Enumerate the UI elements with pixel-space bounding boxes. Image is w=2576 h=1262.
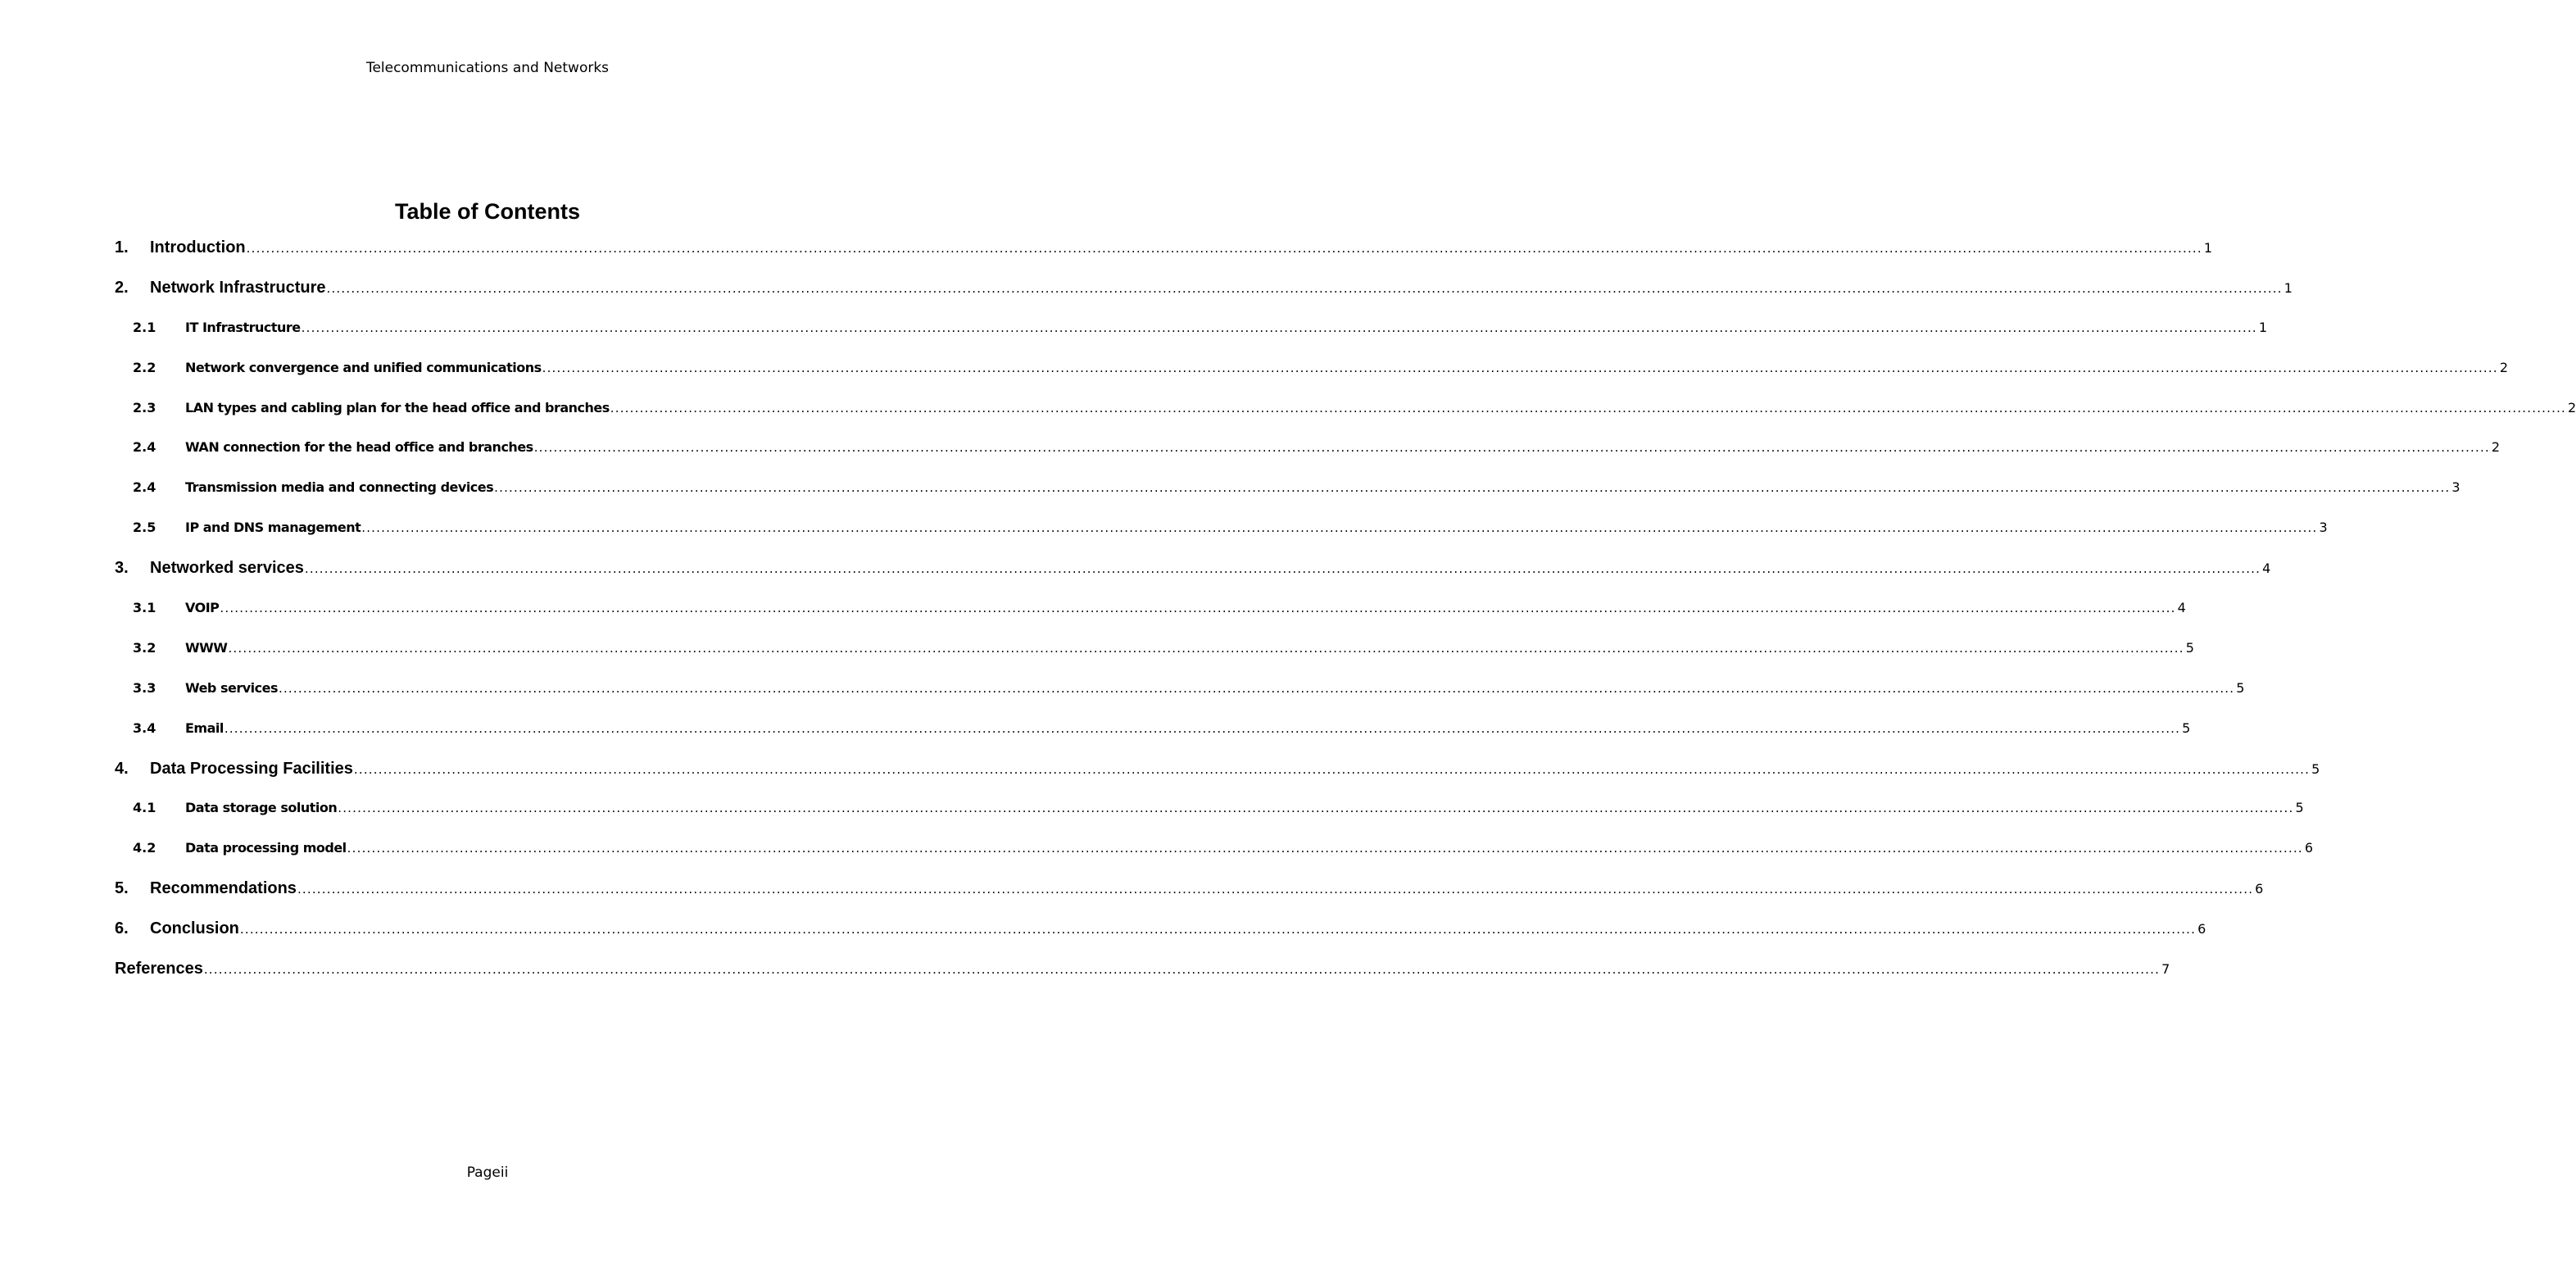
toc-entry-number: 3.1 [133,600,156,616]
toc-entry-page-number: 5 [2311,760,2320,777]
toc-entry[interactable] [115,594,2186,634]
toc-entry-title[interactable]: IT Infrastructure [185,319,301,335]
toc-entry[interactable] [115,955,2170,995]
toc-entry-title[interactable]: Transmission media and connecting devices [185,479,494,496]
toc-entry-number: 1. [115,238,129,256]
dot-leader: ................................................................................................................................................................................................................................................................................................................................................................................................................ [353,761,2311,777]
toc-entry[interactable] [115,834,2314,874]
toc-entry-number: 3.4 [133,720,156,736]
toc-entry-title[interactable]: WAN connection for the head office and branches [185,439,533,456]
toc-entry-page-number: 5 [2182,720,2191,736]
toc-entry-page-number: 7 [2161,961,2170,978]
toc-entry-number: 2.3 [133,399,156,415]
toc-entry-page-number: 4 [2262,561,2271,577]
toc-title: Table of Contents [395,199,580,224]
toc-entry[interactable] [115,474,2460,514]
dot-leader: ................................................................................................................................................................................................................................................................................................................................................................................................................ [304,561,2261,577]
toc-entry-page-number: 6 [2255,881,2264,897]
toc-entry-page-number: 2 [2491,439,2501,456]
toc-entry-page-number: 3 [2319,520,2328,536]
toc-entry[interactable] [115,354,2509,394]
toc-entry[interactable] [115,794,2304,834]
toc-entry-page-number: 6 [2304,840,2314,856]
table-of-contents [115,234,2576,995]
toc-entry-number: 2. [115,278,129,297]
dot-leader: ................................................................................................................................................................................................................................................................................................................................................................................................................ [533,440,2490,456]
toc-entry-number: 4. [115,759,129,778]
toc-entry-title[interactable]: IP and DNS management [185,520,361,536]
toc-entry-page-number: 4 [2177,600,2186,616]
toc-entry-number: 3. [115,559,129,578]
toc-entry-number: 2.1 [133,319,156,335]
dot-leader: ................................................................................................................................................................................................................................................................................................................................................................................................................ [326,280,2283,296]
toc-entry[interactable] [115,674,2245,715]
toc-entry-page-number: 1 [2283,279,2293,296]
toc-entry-page-number: 1 [2258,319,2268,335]
toc-entry-title[interactable]: Network Infrastructure [150,278,326,297]
page-header: Telecommunications and Networks [365,60,610,76]
toc-entry-title[interactable]: Network convergence and unified communications [185,359,542,375]
toc-entry-number: 3.2 [133,639,156,656]
dot-leader: ................................................................................................................................................................................................................................................................................................................................................................................................................ [220,601,2176,616]
toc-entry-page-number: 2 [2568,399,2576,415]
toc-entry-title[interactable]: LAN types and cabling plan for the head office and branches [185,399,610,415]
toc-entry-number: 2.4 [133,439,156,456]
toc-entry-number: 2.5 [133,520,156,536]
toc-entry[interactable] [115,514,2328,554]
toc-entry-number: 4.2 [133,840,156,856]
toc-entry-title[interactable]: References [115,960,203,978]
dot-leader: ................................................................................................................................................................................................................................................................................................................................................................................................................ [610,400,2567,415]
dot-leader: ................................................................................................................................................................................................................................................................................................................................................................................................................ [246,241,2202,256]
toc-entry-page-number: 5 [2295,800,2304,816]
dot-leader: ................................................................................................................................................................................................................................................................................................................................................................................................................ [297,882,2254,897]
dot-leader: ................................................................................................................................................................................................................................................................................................................................................................................................................ [494,480,2451,496]
toc-entry-title[interactable]: Conclusion [150,919,239,938]
toc-entry-number: 2.4 [133,479,156,496]
toc-entry[interactable] [115,634,2194,674]
toc-entry-page-number: 5 [2236,679,2245,696]
toc-entry-number: 5. [115,879,129,898]
toc-entry-page-number: 6 [2197,921,2206,937]
toc-entry-title[interactable]: Data storage solution [185,800,338,816]
toc-entry-title[interactable]: VOIP [185,600,220,616]
toc-entry-number: 3.3 [133,679,156,696]
toc-entry-title[interactable]: Networked services [150,559,304,578]
toc-entry[interactable] [115,874,2264,915]
toc-entry[interactable] [115,554,2271,594]
toc-entry[interactable] [115,915,2206,955]
toc-entry-title[interactable]: Introduction [150,238,246,256]
toc-entry[interactable] [115,434,2501,474]
toc-entry[interactable] [115,274,2293,314]
toc-entry-page-number: 1 [2203,240,2213,256]
dot-leader: ................................................................................................................................................................................................................................................................................................................................................................................................................ [542,360,2498,375]
toc-entry-number: 2.2 [133,359,156,375]
toc-entry-title[interactable]: WWW [185,639,228,656]
dot-leader: ................................................................................................................................................................................................................................................................................................................................................................................................................ [279,680,2235,696]
toc-entry-page-number: 5 [2185,639,2194,656]
dot-leader: ................................................................................................................................................................................................................................................................................................................................................................................................................ [224,720,2181,736]
toc-entry-page-number: 3 [2451,479,2460,496]
toc-entry[interactable] [115,394,2576,434]
toc-entry[interactable] [115,234,2213,274]
toc-entry[interactable] [115,755,2320,795]
toc-entry-title[interactable]: Data Processing Facilities [150,759,353,778]
dot-leader: ................................................................................................................................................................................................................................................................................................................................................................................................................ [301,320,2257,335]
dot-leader: ................................................................................................................................................................................................................................................................................................................................................................................................................ [203,962,2161,978]
dot-leader: ................................................................................................................................................................................................................................................................................................................................................................................................................ [338,801,2294,816]
toc-entry-title[interactable]: Data processing model [185,840,347,856]
toc-entry-title[interactable]: Web services [185,679,278,696]
toc-entry-page-number: 2 [2499,359,2509,375]
dot-leader: ................................................................................................................................................................................................................................................................................................................................................................................................................ [361,520,2318,536]
toc-entry-title[interactable]: Email [185,720,224,736]
dot-leader: ................................................................................................................................................................................................................................................................................................................................................................................................................ [228,640,2184,656]
toc-entry[interactable] [115,715,2191,755]
toc-entry-number: 6. [115,919,129,938]
toc-entry-title[interactable]: Recommendations [150,879,297,898]
dot-leader: ................................................................................................................................................................................................................................................................................................................................................................................................................ [347,841,2303,856]
page-footer: Pageii [466,1164,509,1181]
dot-leader: ................................................................................................................................................................................................................................................................................................................................................................................................................ [239,922,2197,937]
toc-entry-number: 4.1 [133,800,156,816]
toc-entry[interactable] [115,314,2268,354]
